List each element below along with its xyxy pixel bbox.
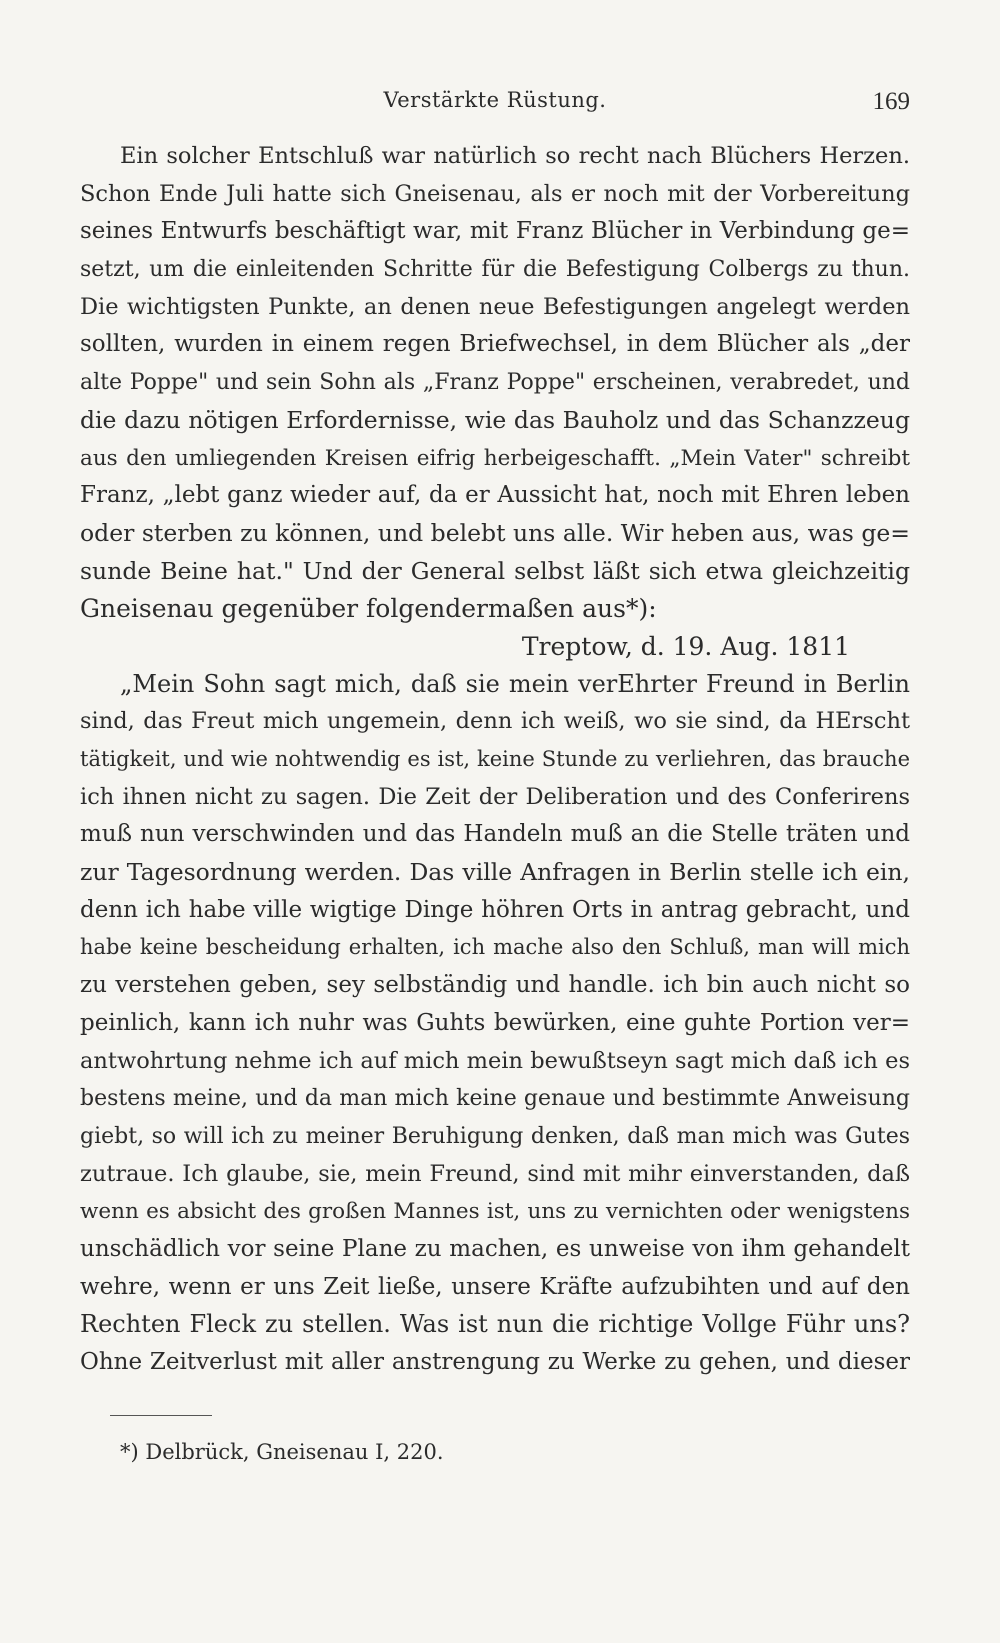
text-line: Die wichtigsten Punkte, an denen neue Befestigungen angelegt werden [80,293,910,320]
letter-line: ich ihnen nicht zu sagen. Die Zeit der Deliberation und des Conferirens [80,783,910,810]
letter-line: denn ich habe ville wigtige Dinge höhren Orts in antrag gebracht, und [80,896,910,923]
letter-line: zutraue. Ich glaube, sie, mein Freund, sind mit mihr einverstanden, daß [80,1160,910,1187]
letter-line: zur Tagesordnung werden. Das ville Anfragen in Berlin stelle ich ein, [80,858,910,887]
text-line: alte Poppe" und sein Sohn als „Franz Poppe" erscheinen, verabredet, und [80,370,910,396]
footnote-rule [110,1415,212,1416]
letter-line: Ohne Zeitverlust mit aller anstrengung zu Werke zu gehen, und dieser [80,1349,910,1375]
letter-line: wenn es absicht des großen Mannes ist, uns zu vernichten oder wenigstens [80,1199,910,1225]
text-line: seines Entwurfs beschäftigt war, mit Franz Blücher in Verbindung ge= [80,218,910,245]
text-line: Ein solcher Entschluß war natürlich so recht nach Blüchers Herzen. [120,143,910,169]
text-line: sollten, wurden in einem regen Briefwechsel, in dem Blücher als „der [80,331,910,358]
text-line: Gneisenau gegenüber folgendermaßen aus*): [80,594,657,624]
text-line: Schon Ende Juli hatte sich Gneisenau, als er noch mit der Vorbereitung [80,180,910,207]
letter-line: antwohrtung nehme ich auf mich mein bewußtseyn sagt mich daß ich es [80,1047,910,1074]
letter-dateline: Treptow, d. 19. Aug. 1811 [521,631,850,661]
text-line: aus den umliegenden Kreisen eifrig herbeigeschafft. „Mein Vater" schreibt [80,445,910,471]
letter-line: wehre, wenn er uns Zeit ließe, unsere Kräfte aufzubihten und auf den [80,1273,910,1300]
letter-line: Rechten Fleck zu stellen. Was ist nun die richtige Vollge Führ uns? [80,1310,910,1339]
page-number: 169 [872,88,910,115]
letter-line: „Mein Sohn sagt mich, daß sie mein verEhrter Freund in Berlin [120,669,910,698]
text-line: die dazu nötigen Erfordernisse, wie das Bauholz und das Schanzzeug [80,405,910,434]
running-head: Verstärkte Rüstung. [383,88,607,112]
letter-line: bestens meine, und da man mich keine genaue und bestimmte Anweisung [80,1086,910,1112]
letter-line: unschädlich vor seine Plane zu machen, es unweise von ihm gehandelt [80,1235,910,1262]
letter-line: habe keine bescheidung erhalten, ich mache also den Schluß, man will mich [80,935,910,960]
body-text [80,138,910,1382]
letter-line: peinlich, kann ich nuhr was Guhts bewürken, eine guhte Portion ver= [80,1009,910,1036]
text-line: setzt, um die einleitenden Schritte für die Befestigung Colbergs zu thun. [80,257,910,283]
letter-line: tätigkeit, und wie nohtwendig es ist, keine Stunde zu verliehren, das brauche [80,747,910,771]
text-line: sunde Beine hat." Und der General selbst läßt sich etwa gleichzeitig [80,556,910,585]
letter-line: zu verstehen geben, sey selbständig und handle. ich bin auch nicht so [80,972,910,999]
text-line: Franz, „lebt ganz wieder auf, da er Aussicht hat, noch mit Ehren leben [80,482,910,509]
footnote: *) Delbrück, Gneisenau I, 220. [120,1440,444,1464]
letter-line: sind, das Freut mich ungemein, denn ich weiß, wo sie sind, da HErscht [80,708,910,735]
letter-line: muß nun verschwinden und das Handeln muß an die Stelle träten und [80,821,910,848]
letter-line: giebt, so will ich zu meiner Beruhigung denken, daß man mich was Gutes [80,1123,910,1149]
page-header [80,88,910,128]
text-line: oder sterben zu können, und belebt uns alle. Wir heben aus, was ge= [80,518,910,547]
